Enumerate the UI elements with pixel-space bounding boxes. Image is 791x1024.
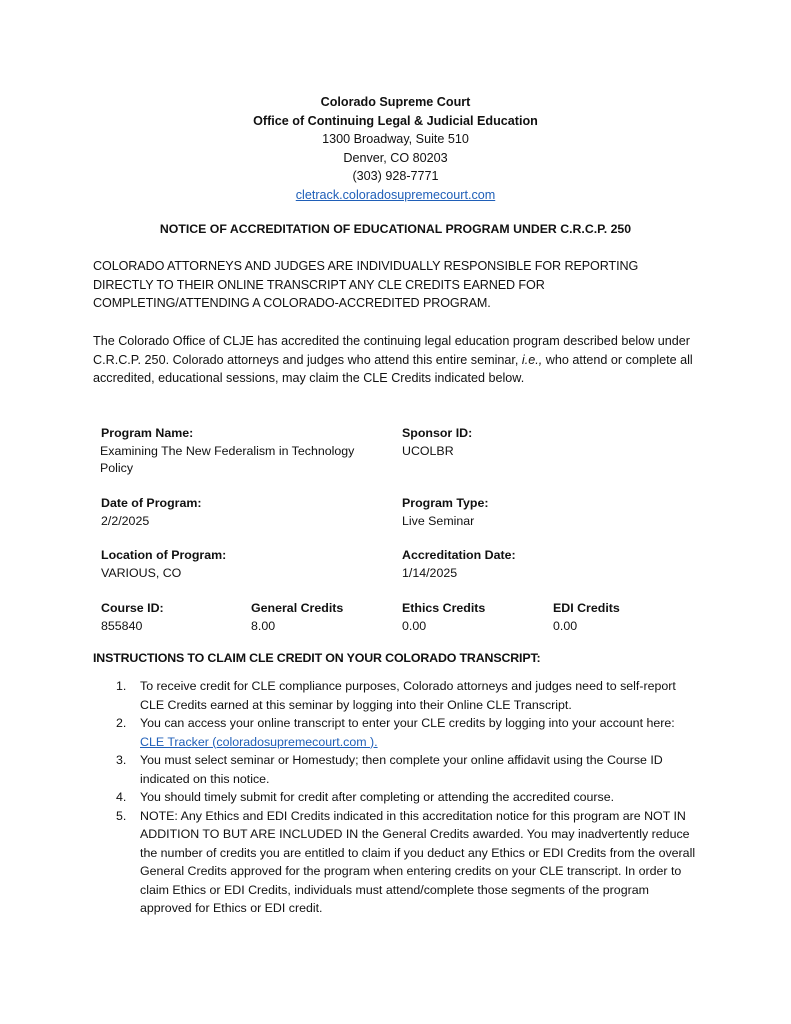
- item-text: NOTE: Any Ethics and EDI Credits indicated in this accreditation notice for this program are NOT IN ADDITION TO BUT ARE INCLUDED IN the General Credits awarded. You may inadvertently reduce the number of credits you are entitled to claim if you deduct any Ethics or EDI Credits from the overall General Credits approved for the program when entering credits on your CLE transcript. In order to claim Ethics or EDI Credits, individuals must attend/complete those segments of the program approved for Ethics or EDI credit.: [140, 808, 696, 915]
- item-number: 4.: [116, 790, 127, 804]
- date-value: 2/2/2025: [101, 513, 150, 528]
- date-label: Date of Program:: [101, 496, 202, 510]
- location-value: VARIOUS, CO: [101, 565, 182, 580]
- location-label: Location of Program:: [101, 548, 227, 562]
- warning-line: COMPLETING/ATTENDING A COLORADO-ACCREDITED PROGRAM.: [93, 296, 491, 310]
- list-item: [93, 788, 703, 807]
- sponsor-id-field: [402, 425, 652, 460]
- responsibility-warning: [93, 257, 703, 313]
- course-id-label: Course ID:: [101, 601, 164, 615]
- general-credits-value: 8.00: [251, 618, 276, 633]
- program-name-value: Examining The New Federalism in Technology Policy: [100, 443, 355, 475]
- edi-credits-label: EDI Credits: [553, 601, 620, 615]
- edi-credits-field: [553, 600, 693, 635]
- letterhead: [0, 93, 791, 205]
- instructions-title: INSTRUCTIONS TO CLAIM CLE CREDIT ON YOUR COLORADO TRANSCRIPT:: [93, 651, 541, 665]
- edi-credits-value: 0.00: [553, 618, 578, 633]
- ethics-credits-label: Ethics Credits: [402, 601, 486, 615]
- general-credits-field: [251, 600, 391, 635]
- phone-number: (303) 928-7771: [352, 169, 439, 184]
- court-name: Colorado Supreme Court: [320, 95, 471, 109]
- intro-text-end: who attend or complete all accredited, educational sessions, may claim the CLE Credits indicated below.: [93, 352, 693, 385]
- sponsor-id-value: UCOLBR: [402, 443, 454, 458]
- accreditation-date-value: 1/14/2025: [402, 565, 458, 580]
- location-field: [101, 547, 386, 582]
- program-name-label: Program Name:: [101, 426, 194, 440]
- address-line-2: Denver, CO 80203: [343, 150, 448, 165]
- item-text: To receive credit for CLE compliance purposes, Colorado attorneys and judges need to self-report CLE Credits earned at this seminar by logging into their Online CLE Transcript.: [140, 679, 676, 712]
- course-id-value: 855840: [101, 618, 143, 633]
- warning-line: COLORADO ATTORNEYS AND JUDGES ARE INDIVIDUALLY RESPONSIBLE FOR REPORTING: [93, 259, 639, 273]
- list-item: [93, 751, 703, 788]
- program-type-label: Program Type:: [402, 496, 489, 510]
- item-text: You should timely submit for credit after completing or attending the accredited course.: [140, 790, 615, 804]
- item-number: 5.: [116, 808, 127, 823]
- warning-line: DIRECTLY TO THEIR ONLINE TRANSCRIPT ANY CLE CREDITS EARNED FOR: [93, 277, 545, 292]
- item-text: You can access your online transcript to enter your CLE credits by logging into your account here:: [140, 716, 682, 730]
- program-type-value: Live Seminar: [402, 513, 475, 528]
- office-name: Office of Continuing Legal & Judicial Education: [253, 113, 538, 128]
- list-item: [93, 807, 703, 918]
- ethics-credits-field: [402, 600, 542, 635]
- item-text: You must select seminar or Homestudy; then complete your online affidavit using the Course ID indicated on this notice.: [140, 753, 663, 786]
- notice-title: NOTICE OF ACCREDITATION OF EDUCATIONAL PROGRAM UNDER C.R.C.P. 250: [159, 222, 632, 236]
- list-item: [93, 714, 703, 751]
- date-field: [101, 495, 386, 530]
- item-number: 2.: [116, 716, 127, 730]
- list-item: [93, 677, 703, 714]
- course-id-field: [101, 600, 241, 635]
- address-line-1: 1300 Broadway, Suite 510: [322, 132, 469, 147]
- sponsor-id-label: Sponsor ID:: [402, 426, 473, 440]
- cle-tracker-link[interactable]: CLE Tracker (coloradosupremecourt.com ).: [140, 734, 378, 749]
- intro-text: The Colorado Office of CLJE has accredited the continuing legal education program described below under C.R.C.P. 250. Colorado attorneys and judges who attend this entire seminar,: [93, 334, 690, 367]
- instructions-list: [93, 677, 703, 918]
- intro-paragraph: [93, 332, 703, 388]
- program-name-field: [101, 425, 386, 478]
- accreditation-date-field: [402, 547, 652, 582]
- general-credits-label: General Credits: [251, 601, 344, 615]
- intro-italic: i.e.,: [521, 352, 543, 367]
- program-type-field: [402, 495, 652, 530]
- item-number: 3.: [116, 753, 127, 767]
- item-number: 1.: [116, 679, 127, 693]
- accreditation-date-label: Accreditation Date:: [402, 548, 516, 562]
- website-link[interactable]: cletrack.coloradosupremecourt.com: [295, 187, 496, 202]
- ethics-credits-value: 0.00: [402, 618, 427, 633]
